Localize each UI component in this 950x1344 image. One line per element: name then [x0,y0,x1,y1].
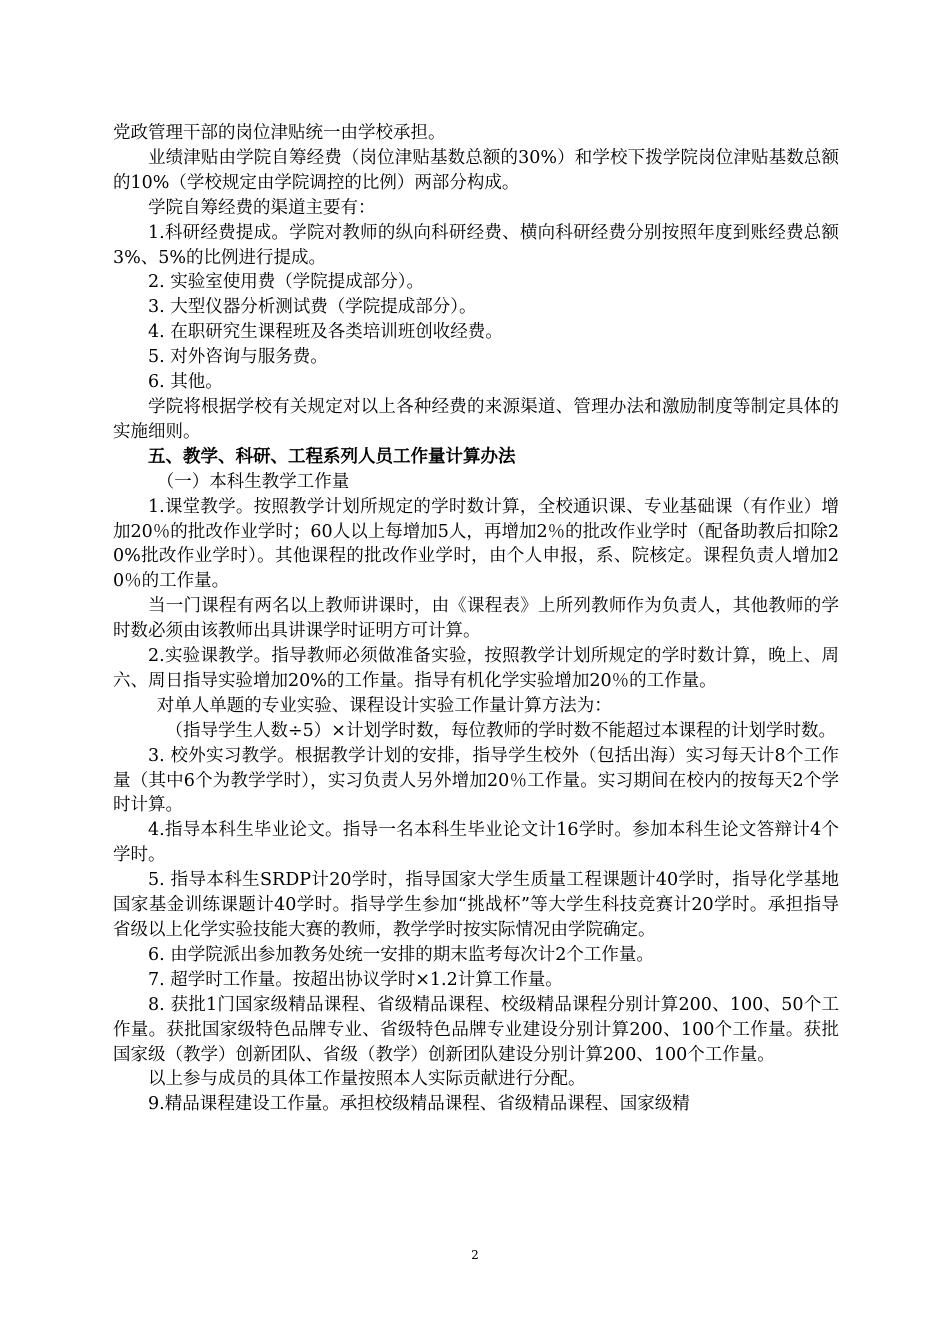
list-item: 1.课堂教学。按照教学计划所规定的学时数计算，全校通识课、专业基础课（有作业）增加20％的批改作业学时；60人以上每增加5人，再增加2％的批改作业学时（配备助教后扣除20%批改作业学时）。其他课程的批改作业学时，由个人申报，系、院核定。课程负责人增加20％的工作量。 [113,496,839,592]
list-item: 4.指导本科生毕业论文。指导一名本科生毕业论文计16学时。参加本科生论文答辩计4个学时。 [113,820,839,866]
page-number: 2 [471,1248,479,1262]
list-item: 6. 由学院派出参加教务处统一安排的期末监考每次计2个工作量。 [148,944,654,965]
list-item: 5. 对外咨询与服务费。 [148,347,328,368]
list-item: 5. 指导本科生SRDP计20学时，指导国家大学生质量工程课题计40学时，指导化学基地国家基金训练课题计40学时。指导学生参加“挑战杯”等大学生科技竞赛计20学时。承担指导省级以上化学实验技能大赛的教师，教学学时按实际情况由学院确定。 [113,870,839,940]
paragraph: 当一门课程有两名以上教师讲课时，由《课程表》上所列教师作为负责人，其他教师的学时数必须由该教师出具讲课学时证明方可计算。 [113,596,839,642]
paragraph: 党政管理干部的岗位津贴统一由学校承担。 [113,123,446,143]
list-item: 3. 校外实习教学。根据教学计划的安排，指导学生校外（包括出海）实习每天计8个工作量（其中6个为教学学时），实习负责人另外增加20％工作量。实习期间在校内的按每天2个学时计算。 [113,745,839,816]
paragraph: 以上参与成员的具体工作量按照本人实际贡献进行分配。 [148,1069,586,1090]
paragraph: 业绩津贴由学院自筹经费（岗位津贴基数总额的30%）和学校下拨学院岗位津贴基数总额的10%（学校规定由学院调控的比例）两部分构成。 [113,147,839,193]
document-body [113,121,839,1117]
paragraph: 学院自筹经费的渠道主要有： [148,197,376,218]
list-item: 2.实验课教学。指导教师必须做准备实验，按照教学计划所规定的学时数计算，晚上、周六、周日指导实验增加20%的工作量。指导有机化学实验增加20％的工作量。 [113,646,839,691]
list-item: 4. 在职研究生课程班及各类培训班创收经费。 [148,322,503,343]
section-heading: 五、教学、科研、工程系列人员工作量计算办法 [148,446,516,467]
subsection-heading: （一）本科生教学工作量 [156,471,350,492]
list-item: 6. 其他。 [148,372,223,393]
list-item: 9.精品课程建设工作量。承担校级精品课程、省级精品课程、国家级精 [148,1094,690,1115]
paragraph: 对单人单题的专业实验、课程设计实验工作量计算方法为： [156,695,612,716]
list-item: 1.科研经费提成。学院对教师的纵向科研经费、横向科研经费分别按照年度到账经费总额3%、5%的比例进行提成。 [113,222,839,268]
list-item: 2. 实验室使用费（学院提成部分）。 [148,272,425,293]
paragraph: 学院将根据学校有关规定对以上各种经费的来源渠道、管理办法和激励制度等制定具体的实施细则。 [113,396,839,442]
formula-paragraph: （指导学生人数÷5）×计划学时数，每位教师的学时数不能超过本课程的计划学时数。 [165,720,836,741]
list-item: 8. 获批1门国家级精品课程、省级精品课程、校级精品课程分别计算200、100、50个工作量。获批国家级特色品牌专业、省级特色品牌专业建设分别计算200、100个工作量。获批国家级（教学）创新团队、省级（教学）创新团队建设分别计算200、100个工作量。 [113,994,839,1065]
list-item: 7. 超学时工作量。按超出协议学时×1.2计算工作量。 [148,969,563,990]
list-item: 3. 大型仪器分析测试费（学院提成部分）。 [148,297,477,318]
